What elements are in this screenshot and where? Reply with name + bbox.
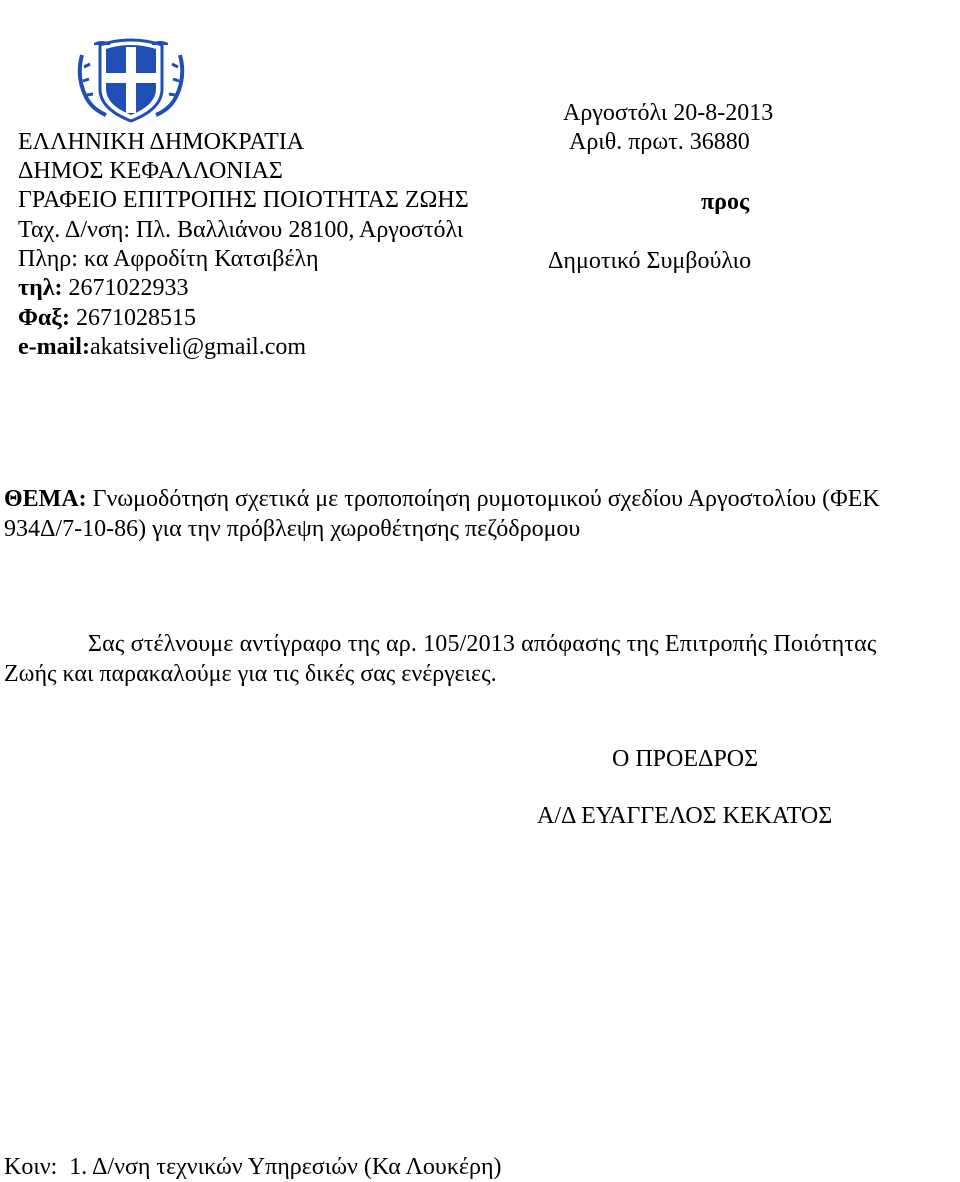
body-line-1: Σας στέλνουμε αντίγραφο της αρ. 105/2013 απόφασης της Επιτροπής Ποιότητας xyxy=(88,631,877,657)
subject-line-2: 934Δ/7-10-86) για την πρόβλεψη χωροθέτησης πεζόδρομου xyxy=(4,516,581,542)
greek-coat-of-arms-icon xyxy=(76,37,186,123)
subject-line-1 xyxy=(4,485,880,514)
sender-municipality: ΔΗΜΟΣ ΚΕΦΑΛΛΟΝΙΑΣ xyxy=(18,158,283,184)
fax-value: 2671028515 xyxy=(69,305,196,331)
signature-name: Α/Δ ΕΥΑΓΓΕΛΟΣ ΚΕΚΑΤΟΣ xyxy=(537,803,833,829)
signature-title: Ο ΠΡΟΕΔΡΟΣ xyxy=(612,746,759,772)
fax-label: Φαξ: xyxy=(18,305,70,331)
sender-republic: ΕΛΛΗΝΙΚΗ ΔΗΜΟΚΡΑΤΙΑ xyxy=(18,129,305,155)
subject-text-1: Γνωμοδότηση σχετικά με τροποποίηση ρυμοτομικού σχεδίου Αργοστολίου (ΦΕΚ xyxy=(86,486,880,512)
protocol-number: Αριθ. πρωτ. 36880 xyxy=(569,129,750,155)
sender-contact-person: Πληρ: κα Αφροδίτη Κατσιβέλη xyxy=(18,246,319,272)
sender-fax xyxy=(18,304,196,333)
subject-label: ΘΕΜΑ: xyxy=(4,486,87,512)
recipient-name: Δημοτικό Συμβούλιο xyxy=(548,248,752,274)
sender-office: ΓΡΑΦΕΙΟ ΕΠΙΤΡΟΠΗΣ ΠΟΙΟΤΗΤΑΣ ΖΩΗΣ xyxy=(18,187,469,213)
sender-email xyxy=(18,333,306,362)
sender-address: Ταχ. Δ/νση: Πλ. Βαλλιάνου 28100, Αργοστόλι xyxy=(18,217,464,243)
email-label: e-mail: xyxy=(18,334,90,360)
recipient-to-label: προς xyxy=(701,189,750,215)
distribution-list: Κοιν: 1. Δ/νση τεχνικών Υπηρεσιών (Κα Λουκέρη) xyxy=(4,1154,502,1180)
phone-label: τηλ: xyxy=(18,275,63,301)
sender-phone xyxy=(18,274,188,303)
body-line-2: Ζωής και παρακαλούμε για τις δικές σας ενέργειες. xyxy=(4,661,497,687)
email-value: akatsiveli@gmail.com xyxy=(89,334,307,360)
place-date: Αργοστόλι 20-8-2013 xyxy=(563,100,774,126)
phone-value: 2671022933 xyxy=(62,275,189,301)
